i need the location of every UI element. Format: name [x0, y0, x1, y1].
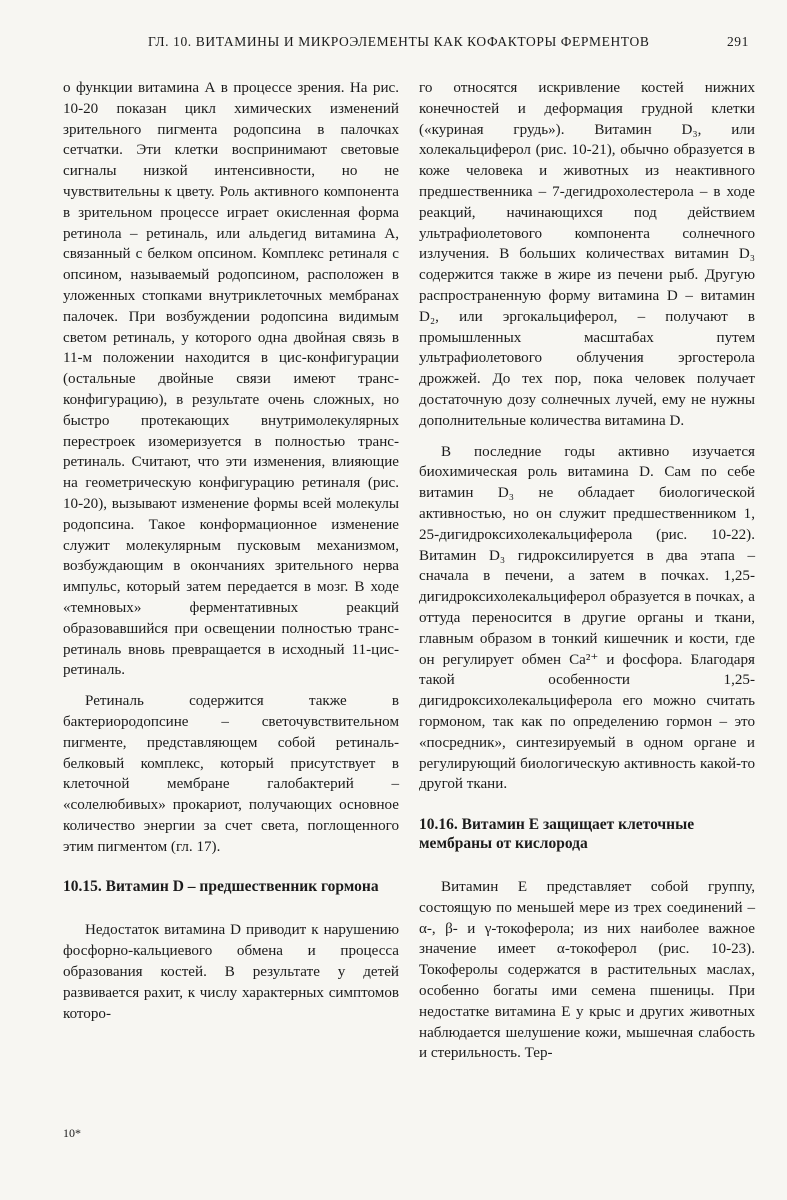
section-heading-vitamin-e: 10.16. Витамин E защищает клеточные мембраны от кислорода — [419, 816, 695, 853]
header-title: ГЛ. 10. ВИТАМИНЫ И МИКРОЭЛЕМЕНТЫ КАК КОФАКТОРЫ ФЕРМЕНТОВ — [148, 34, 650, 49]
paragraph-retinal-vision: о функции витамина А в процессе зрения. На рис. 10-20 показан цикл химических изменений зрительного пигмента родопсина в палочках сетчатки. Эти клетки воспринимают световые сигналы низкой интенсивности, но не чувствительны к цвету. Роль активного компонента в зрительном процессе играет окисленная форма ретинола – ретиналь, или альдегид витамина А, связанный с белком опсином. Комплекс ретиналя с опсином, называемый родопсином, расположен в уложенных стопками внутриклеточных мембранах палочек. При возбуждении родопсина видимым светом ретиналь, у которого одна двойная связь в 11-м положении находится в цис-конфигурации (остальные двойные связи имеют транс-конфигурацию), в результате очень сложных, но быстро протекающих внутримолекулярных перестроек изомеризуется в полностью транс-ретиналь. Считают, что эти изменения, влияющие на геометрическую конфигурацию ретиналя (рис. 10-20), вызывают изменение формы всей молекулы родопсина. Такое конформационное изменение служит молекулярным пусковым механизмом, возбуждающим в окончаниях зрительного нерва импульс, который затем передается в мозг. В ходе «темновых» ферментативных реакций образовавшийся при освещении полностью транс-ретиналь вновь превращается в исходный 11-цис-ретиналь. — [63, 80, 399, 679]
page-number: 291 — [726, 34, 749, 49]
signature-mark: 10* — [63, 1126, 81, 1140]
paragraph-rickets-d3: го относятся искривление костей нижних конечностей и деформация грудной клетки («куриная грудь»). Витамин D₃, или холекальциферол (рис. 10-21), обычно образуется в коже человека и животных из неактивного предшественника – 7-дегидрохолестерола – в ходе реакций, начинающихся под действием ультрафиолетового компонента солнечного излучения. В больших количествах витамин D₃ содержится также в жире из печени рыб. Другую распространенную форму витамина D – витамин D₂, или эргокальциферол, – получают в промышленных масштабах путем ультрафиолетового облучения эргостерола дрожжей. До тех пор, пока человек получает достаточную дозу солнечных лучей, ему не нужны дополнительные количества витамина D. — [419, 80, 755, 429]
section-heading-vitamin-d: 10.15. Витамин D – предшественник гормона — [63, 878, 379, 896]
right-column — [419, 78, 755, 1074]
running-header — [148, 34, 749, 50]
paragraph-vitamin-e: Витамин E представляет собой группу, состоящую по меньшей мере из трех соединений – α-, β- и γ-токоферола; из них наиболее важное значение имеет α-токоферол (рис. 10-23). Токоферолы содержатся в растительных маслах, особенно богаты ими семена пшеницы. При недостатке витамина E у крыс и других животных наблюдается шелушение кожи, мышечная слабость и стерильность. Тер- — [419, 879, 755, 1062]
left-column — [63, 78, 399, 1034]
paragraph-d3-biochemistry: В последние годы активно изучается биохимическая роль витамина D. Сам по себе витамин D₃ не обладает биологической активностью, но он служит предшественником 1, 25-дигидроксихолекальциферола (рис. 10-22). Витамин D₃ гидроксилируется в два этапа – сначала в печени, а затем в почках. 1,25-дигидроксихолекальциферол образуется в почках, а оттуда переносится в другие органы и ткани, главным образом в тонкий кишечник и кости, где он регулирует обмен Ca²⁺ и фосфора. Благодаря такой особенности 1,25-дигидроксихолекальциферола его можно считать гормоном, так как по определению гормон – это «посредник», синтезируемый в одном органе и регулирующий биологическую активность какой-то другой ткани. — [419, 443, 755, 793]
paragraph-bacteriorhodopsin: Ретиналь содержится также в бактериородопсине – светочувствительном пигменте, представляющем собой ретиналь-белковый комплекс, который присутствует в клеточной мембране галобактерий – «солелюбивых» прокариот, получающих основное количество энергии за счет света, поглощенного этим пигментом (гл. 17). — [63, 693, 399, 855]
paragraph-vitamin-d-deficiency: Недостаток витамина D приводит к нарушению фосфорно-кальциевого обмена и процесса образования костей. В результате у детей развивается рахит, к числу характерных симптомов которо- — [63, 922, 399, 1022]
